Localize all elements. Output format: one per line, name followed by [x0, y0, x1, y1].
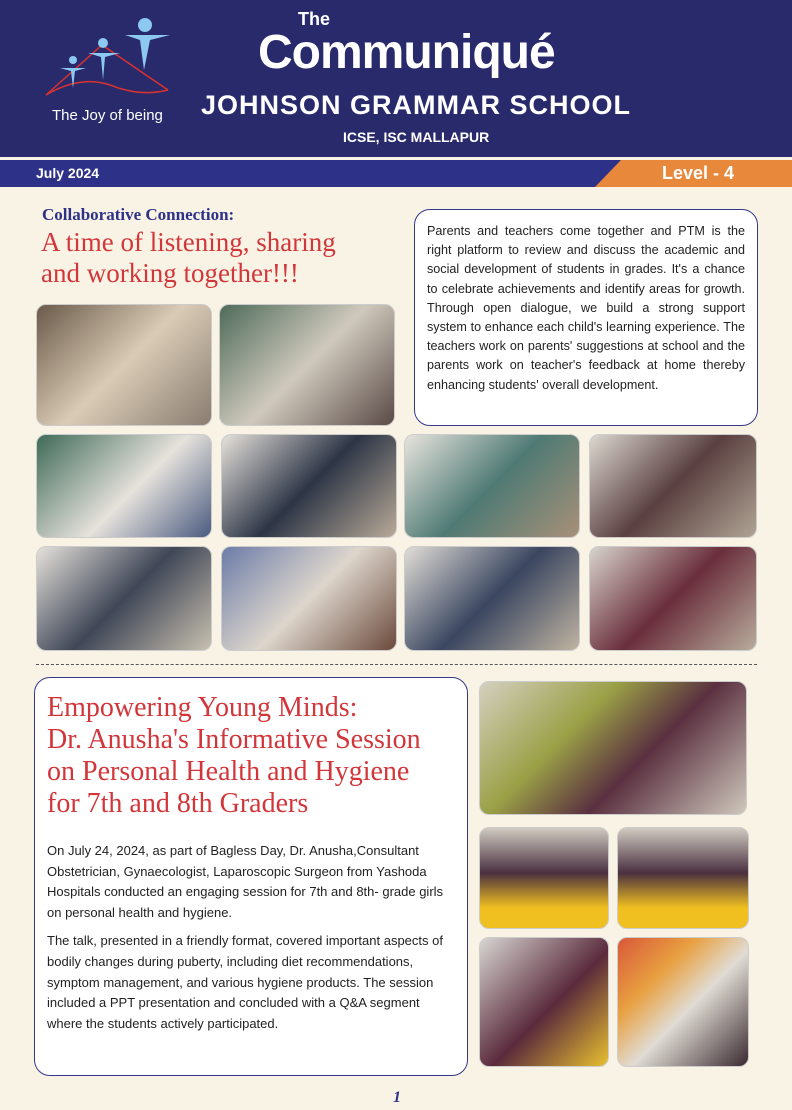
ptm-photo: [36, 546, 212, 651]
section-divider: [36, 664, 757, 665]
school-name: JOHNSON GRAMMAR SCHOOL: [201, 90, 632, 120]
section1-kicker: Collaborative Connection:: [42, 205, 235, 224]
title-the: The: [298, 9, 331, 29]
page-number: 1: [393, 1089, 401, 1106]
school-subtitle: ICSE, ISC MALLAPUR: [343, 129, 490, 145]
title-line: on Personal Health and Hygiene: [47, 756, 410, 787]
issue-date: July 2024: [36, 165, 100, 181]
ptm-text-box: [414, 209, 758, 426]
ptm-photo: [221, 434, 397, 538]
logo-tagline: The Joy of being: [52, 107, 163, 124]
ptm-paragraph: Parents and teachers come together and PTM is the right platform to review and discuss the academic and social development of students in grades. It's a chance to celebrate achievements and identify areas for growth. Through open dialogue, we build a strong support system to enhance each child's learning experience. The teachers work on parents' suggestions at school and the parents work on teacher's feedback at home thereby enhancing students' overall development.: [427, 224, 745, 392]
newsletter-title: Communiqué: [258, 26, 555, 79]
health-session-box: [34, 677, 468, 1076]
level-label: Level - 4: [662, 163, 735, 183]
ptm-photo: [404, 546, 580, 651]
title-line: Dr. Anusha's Informative Session: [47, 724, 421, 755]
ptm-photo: [36, 304, 212, 426]
session-photo: [617, 827, 749, 929]
title-line: for 7th and 8th Graders: [47, 788, 309, 819]
session-photo: [617, 937, 749, 1067]
ptm-photo: [36, 434, 212, 538]
session-photo: [479, 827, 609, 929]
school-logo: [40, 15, 190, 105]
ptm-photo: [219, 304, 395, 426]
section2-title: [47, 692, 457, 820]
session-paragraph: On July 24, 2024, as part of Bagless Day, Dr. Anusha,Consultant Obstetrician, Gynaecologist, Laparoscopic Surgeon from Yashoda Hospitals conducted an engaging session for 7th and 8th- grade girls on personal health and hygiene.: [47, 843, 444, 920]
session-photo: [479, 937, 609, 1067]
section1-title: [41, 227, 406, 289]
session-photo: [479, 681, 747, 815]
ptm-photo: [404, 434, 580, 538]
ptm-photo: [589, 546, 757, 651]
title-line: A time of listening, sharing: [41, 227, 336, 257]
title-line: Empowering Young Minds:: [47, 692, 358, 723]
title-line: and working together!!!: [41, 258, 299, 288]
session-paragraph: The talk, presented in a friendly format, covered important aspects of bodily changes during puberty, including diet recommendations, symptom management, and various hygiene products. The session included a PPT presentation and concluded with a Q&A segment where the students actively participated.: [47, 933, 443, 1031]
ptm-photo: [589, 434, 757, 538]
ptm-photo: [221, 546, 397, 651]
